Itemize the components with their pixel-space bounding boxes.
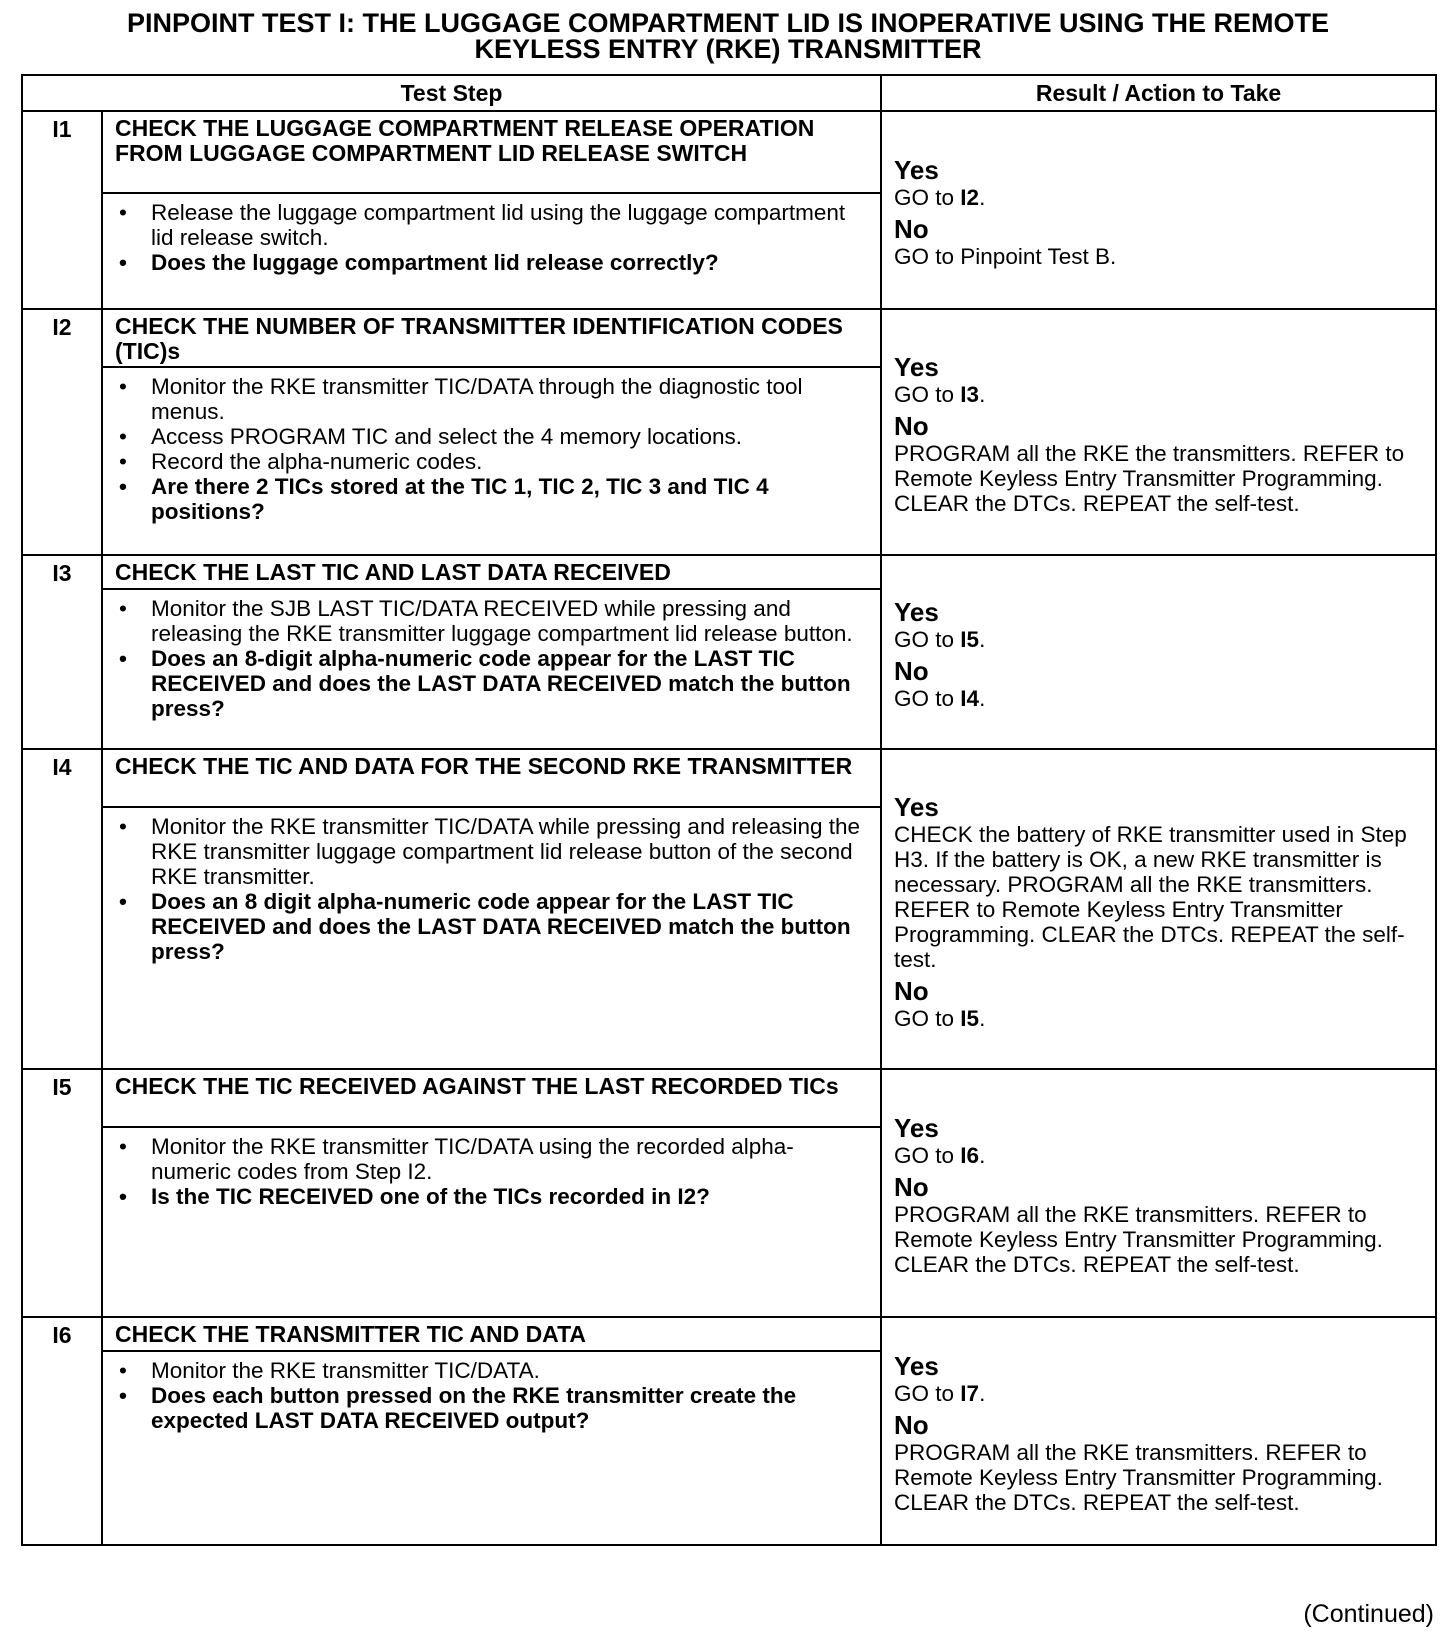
- yes-label: Yes: [894, 155, 939, 185]
- question-bullet: • Does the luggage compartment lid release correctly?: [113, 250, 870, 275]
- yes-label: Yes: [894, 597, 939, 627]
- action-text: .: [979, 185, 986, 210]
- step-number: I1: [22, 111, 102, 309]
- page-title: [0, 10, 1456, 62]
- result-cell: [881, 309, 1436, 555]
- instruction-bullet: • Monitor the RKE transmitter TIC/DATA through the diagnostic tool menus.: [113, 374, 870, 424]
- result-cell: [881, 555, 1436, 749]
- action-text: .: [979, 1143, 986, 1168]
- column-header-test-step: Test Step: [22, 75, 881, 111]
- step-reference: I2: [960, 185, 980, 210]
- no-label: No: [894, 411, 929, 441]
- action-text: .: [979, 627, 986, 652]
- action-text: GO to: [894, 382, 961, 407]
- action-text: .: [979, 686, 986, 711]
- no-label: No: [894, 975, 929, 1006]
- title-line-2: KEYLESS ENTRY (RKE) TRANSMITTER: [474, 34, 982, 64]
- step-heading: CHECK THE TRANSMITTER TIC AND DATA: [102, 1317, 881, 1351]
- action-text: .: [979, 382, 986, 407]
- pinpoint-test-table: [21, 74, 1437, 1546]
- table-row: [22, 555, 1436, 589]
- result-cell: [881, 1317, 1436, 1545]
- yes-action: [894, 1143, 1425, 1168]
- step-heading: CHECK THE LAST TIC AND LAST DATA RECEIVED: [102, 555, 881, 589]
- action-text: GO to: [894, 1381, 961, 1406]
- no-action: PROGRAM all the RKE transmitters. REFER to Remote Keyless Entry Transmitter Programming. CLEAR the DTCs. REPEAT the self-test.: [894, 1202, 1383, 1277]
- table-row: [22, 309, 1436, 367]
- question-bullet: • Does each button pressed on the RKE transmitter create the expected LAST DATA RECEIVED output?: [113, 1383, 870, 1433]
- instruction-bullet: • Monitor the RKE transmitter TIC/DATA.: [113, 1358, 870, 1383]
- continued-note: (Continued): [1303, 1600, 1434, 1628]
- yes-action: [894, 1381, 1425, 1406]
- no-action: GO to Pinpoint Test B.: [894, 244, 1117, 269]
- step-reference: I5: [960, 1005, 980, 1031]
- result-cell: [881, 111, 1436, 309]
- table-row: [22, 1317, 1436, 1351]
- no-label: No: [894, 214, 929, 244]
- step-number: I4: [22, 749, 102, 1069]
- instruction-bullet: • Record the alpha-numeric codes.: [113, 449, 870, 474]
- yes-action: CHECK the battery of RKE transmitter used in Step H3. If the battery is OK, a new RKE transmitter is necessary. PROGRAM all the RKE transmitters. REFER to Remote Keyless Entry Transmitter Programming. CLEAR the DTCs. REPEAT the self-test.: [894, 821, 1407, 972]
- instruction-bullet: • Monitor the RKE transmitter TIC/DATA while pressing and releasing the RKE transmitter luggage compartment lid release button of the second RKE transmitter.: [113, 814, 870, 889]
- instruction-bullet: • Monitor the RKE transmitter TIC/DATA using the recorded alpha-numeric codes from Step I2.: [113, 1134, 870, 1184]
- action-text: GO to: [894, 1143, 961, 1168]
- action-text: GO to: [894, 1005, 961, 1031]
- step-number: I6: [22, 1317, 102, 1545]
- yes-action: [894, 185, 1425, 210]
- question-bullet: • Does an 8 digit alpha-numeric code appear for the LAST TIC RECEIVED and does the LAST DATA RECEIVED match the button press?: [113, 889, 870, 964]
- yes-label: Yes: [894, 352, 939, 382]
- action-text: GO to: [894, 686, 961, 711]
- action-text: GO to: [894, 185, 961, 210]
- step-heading: CHECK THE TIC AND DATA FOR THE SECOND RKE TRANSMITTER: [102, 749, 881, 807]
- step-instructions: [102, 807, 881, 1069]
- step-instructions: [102, 1127, 881, 1317]
- action-text: .: [979, 1005, 986, 1031]
- no-label: No: [894, 1172, 929, 1202]
- instruction-bullet: • Release the luggage compartment lid using the luggage compartment lid release switch.: [113, 200, 870, 250]
- step-number: I2: [22, 309, 102, 555]
- question-bullet: • Are there 2 TICs stored at the TIC 1, TIC 2, TIC 3 and TIC 4 positions?: [113, 474, 870, 524]
- no-label: No: [894, 1410, 929, 1440]
- title-line-1: PINPOINT TEST I: THE LUGGAGE COMPARTMENT LID IS INOPERATIVE USING THE REMOTE: [126, 8, 1330, 38]
- step-instructions: [102, 193, 881, 309]
- no-label: No: [894, 656, 929, 686]
- step-reference: I5: [960, 627, 980, 652]
- yes-label: Yes: [894, 1351, 939, 1381]
- table-row: [22, 749, 1436, 807]
- step-instructions: [102, 589, 881, 749]
- no-action: [894, 686, 1425, 711]
- result-cell: [881, 749, 1436, 1069]
- step-number: I3: [22, 555, 102, 749]
- yes-action: [894, 382, 1425, 407]
- yes-label: Yes: [894, 791, 939, 822]
- step-reference: I7: [960, 1381, 980, 1406]
- question-bullet: • Does an 8-digit alpha-numeric code appear for the LAST TIC RECEIVED and does the LAST DATA RECEIVED match the button press?: [113, 646, 870, 721]
- column-header-result: Result / Action to Take: [881, 75, 1436, 111]
- step-reference: I6: [960, 1143, 980, 1168]
- step-heading: CHECK THE NUMBER OF TRANSMITTER IDENTIFICATION CODES (TIC)s: [102, 309, 881, 367]
- step-instructions: [102, 1351, 881, 1545]
- table-header-row: [22, 75, 1436, 111]
- step-reference: I4: [960, 686, 980, 711]
- yes-action: [894, 627, 1425, 652]
- step-number: I5: [22, 1069, 102, 1317]
- step-instructions: [102, 367, 881, 555]
- step-heading: CHECK THE TIC RECEIVED AGAINST THE LAST RECORDED TICs: [102, 1069, 881, 1127]
- action-text: .: [979, 1381, 986, 1406]
- result-cell: [881, 1069, 1436, 1317]
- instruction-bullet: • Access PROGRAM TIC and select the 4 memory locations.: [113, 424, 870, 449]
- instruction-bullet: • Monitor the SJB LAST TIC/DATA RECEIVED while pressing and releasing the RKE transmitter luggage compartment lid release button.: [113, 596, 870, 646]
- yes-label: Yes: [894, 1113, 939, 1143]
- question-bullet: • Is the TIC RECEIVED one of the TICs recorded in I2?: [113, 1184, 870, 1209]
- table-row: [22, 111, 1436, 193]
- no-action: [894, 1006, 1425, 1031]
- step-reference: I3: [960, 382, 980, 407]
- table-row: [22, 1069, 1436, 1127]
- no-action: PROGRAM all the RKE transmitters. REFER to Remote Keyless Entry Transmitter Programming. CLEAR the DTCs. REPEAT the self-test.: [894, 1440, 1383, 1515]
- step-heading: CHECK THE LUGGAGE COMPARTMENT RELEASE OPERATION FROM LUGGAGE COMPARTMENT LID RELEASE SWITCH: [102, 111, 881, 193]
- no-action: PROGRAM all the RKE the transmitters. REFER to Remote Keyless Entry Transmitter Programming. CLEAR the DTCs. REPEAT the self-test.: [894, 441, 1405, 516]
- action-text: GO to: [894, 627, 961, 652]
